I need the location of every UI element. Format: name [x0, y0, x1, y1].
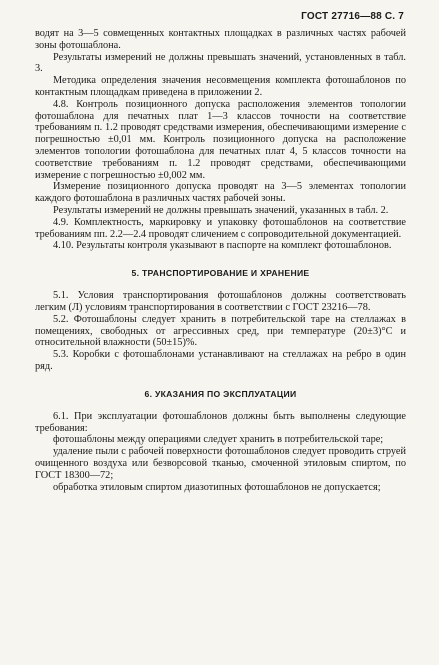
page-header: ГОСТ 27716—88 С. 7 — [301, 11, 404, 22]
paragraph: 5.2. Фотошаблоны следует хранить в потребительской таре на стеллажах в помещениях, свободных от агрессивных сред, при температуре (20±3)°С и относительной влажности (50±15)%. — [35, 313, 406, 349]
paragraph: фотошаблоны между операциями следует хранить в потребительской таре; — [53, 434, 384, 446]
paragraph: 4.8. Контроль позиционного допуска расположения элементов топологии фотошаблона для печатных плат 1—3 классов точности на соответствие требованиям п. 1.2 проводят средствами измерения, обеспечивающими измерение с погрешностью ±0,01 мм. Контроль позиционного допуска на расположение элементов топологии фотошаблона для печатных плат 4, 5 классов точности на соответствие требованиям п. 1.2 проводят средствами, обеспечивающими измерение с погрешностью ±0,002 мм. — [35, 98, 406, 181]
paragraph: обработка этиловым спиртом диазотипных фотошаблонов не допускается; — [53, 481, 381, 493]
paragraph: 5.3. Коробки с фотошаблонами устанавливают на стеллажах на ребро в один ряд. — [35, 349, 406, 372]
paragraph: Результаты измерений не должны превышать значений, установленных в табл. 3. — [35, 51, 406, 75]
paragraph: 5.1. Условия транспортирования фотошаблонов должны соответствовать легким (Л) условиям транспортирования в соответствии с ГОСТ 23216—78. — [35, 290, 406, 313]
paragraph: Результаты измерений не должны превышать значений, указанных в табл. 2. — [53, 204, 389, 216]
paragraph: 4.9. Комплектность, маркировку и упаковку фотошаблонов на соответствие требованиям пп. 2.2—2.4 проводят сличением с сопроводительной документацией. — [35, 216, 406, 240]
paragraph: Методика определения значения несовмещения комплекта фотошаблонов по контактным площадкам приведена в приложении 2. — [35, 75, 406, 98]
section-heading: 5. ТРАНСПОРТИРОВАНИЕ И ХРАНЕНИЕ — [131, 268, 310, 279]
paragraph: удаление пыли с рабочей поверхности фотошаблонов следует проводить струей очищенного воздуха или безворсовой тканью, смоченной этиловым спиртом, по ГОСТ 18300—72; — [35, 446, 406, 481]
paragraph: Измерение позиционного допуска проводят на 3—5 элементах топологии каждого фотошаблона в различных частях рабочей зоны. — [35, 181, 406, 205]
section-heading: 6. УКАЗАНИЯ ПО ЭКСПЛУАТАЦИИ — [144, 388, 297, 399]
paragraph: 4.10. Результаты контроля указывают в паспорте на комплект фотошаблонов. — [53, 240, 392, 252]
document-body — [35, 28, 406, 493]
paragraph: 6.1. При эксплуатации фотошаблонов должны быть выполнены следующие требования: — [35, 410, 406, 434]
paragraph: водят на 3—5 совмещенных контактных площадках в различных частях рабочей зоны фотошаблона. — [35, 28, 406, 51]
